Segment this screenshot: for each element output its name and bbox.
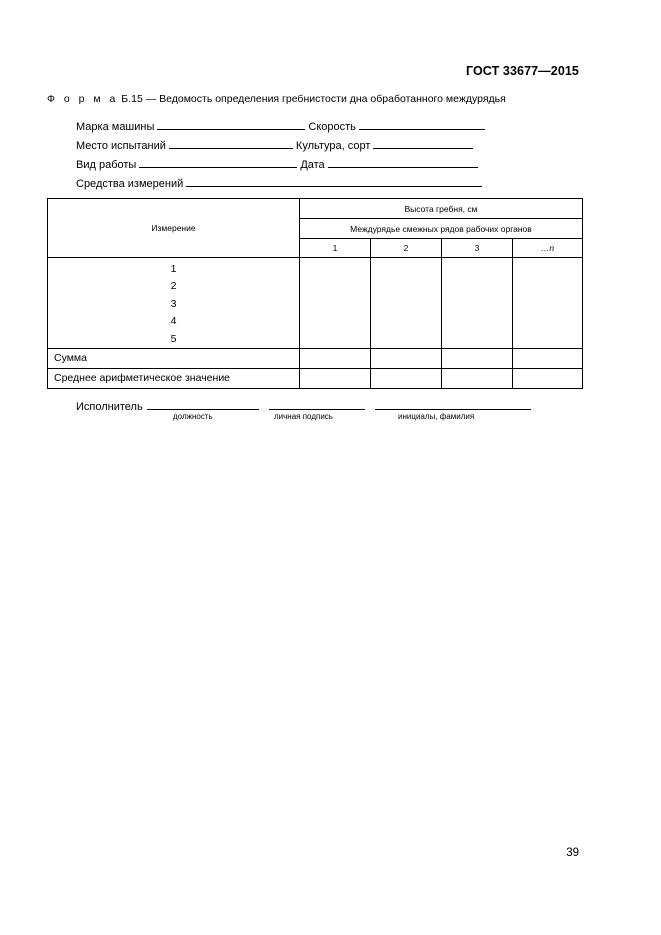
signature-caption: личная подпись [274, 412, 333, 421]
document-code: ГОСТ 33677—2015 [465, 64, 579, 78]
field-line-test-place[interactable] [169, 137, 293, 149]
field-row-work [76, 156, 481, 171]
name-caption: инициалы, фамилия [398, 412, 475, 421]
column-header-3: 3 [442, 239, 513, 258]
mean-cell[interactable] [513, 368, 583, 388]
mean-label: Среднее арифметическое значение [48, 368, 300, 388]
measurement-row-1: 1 [170, 263, 177, 275]
field-label-crop-variety: Культура, сорт [295, 140, 371, 152]
field-row-place [76, 137, 476, 152]
field-label-machine-brand: Марка машины [76, 121, 155, 133]
measurement-header: Измерение [48, 199, 300, 258]
field-line-instruments[interactable] [186, 175, 482, 187]
ridge-height-header: Высота гребня, см [300, 199, 583, 219]
column-header-1: 1 [300, 239, 371, 258]
field-label-speed: Скорость [308, 121, 356, 133]
field-label-instruments: Средства измерений [76, 178, 184, 190]
column-header-2: 2 [371, 239, 442, 258]
form-prefix: Ф о р м а [47, 93, 119, 105]
mean-cell[interactable] [371, 368, 442, 388]
form-title-text: Б.15 — Ведомость определения гребнистости дна обработанного междурядья [118, 93, 506, 105]
executor-label: Исполнитель [76, 401, 143, 413]
mean-cell[interactable] [300, 368, 371, 388]
field-line-date[interactable] [328, 156, 478, 168]
field-line-speed[interactable] [359, 118, 485, 130]
form-title [47, 93, 506, 105]
signature-row [76, 398, 535, 413]
data-cell[interactable] [300, 258, 371, 349]
field-row-instruments [76, 175, 485, 190]
page-number: 39 [566, 847, 579, 859]
interrow-header: Междурядье смежных рядов рабочих органов [300, 219, 583, 239]
signature-line[interactable] [269, 398, 365, 410]
measurement-row-3: 3 [170, 297, 177, 310]
sum-cell[interactable] [513, 348, 583, 368]
position-line[interactable] [147, 398, 259, 410]
name-line[interactable] [375, 398, 531, 410]
data-cell[interactable] [371, 258, 442, 349]
measurement-row-2: 2 [170, 280, 177, 293]
measurement-rows-cell [48, 258, 300, 349]
data-cell[interactable] [442, 258, 513, 349]
position-caption: должность [173, 412, 213, 421]
column-header-n: …n [513, 239, 583, 258]
field-row-machine [76, 118, 488, 133]
sum-cell[interactable] [300, 348, 371, 368]
sum-label: Сумма [48, 348, 300, 368]
data-cell[interactable] [513, 258, 583, 349]
sum-cell[interactable] [371, 348, 442, 368]
field-label-test-place: Место испытаний [76, 140, 166, 152]
mean-cell[interactable] [442, 368, 513, 388]
measurement-row-5: 5 [170, 332, 177, 345]
measurement-table [47, 198, 583, 389]
field-line-crop-variety[interactable] [373, 137, 473, 149]
field-line-work-type[interactable] [139, 156, 297, 168]
sum-cell[interactable] [442, 348, 513, 368]
field-line-machine-brand[interactable] [157, 118, 305, 130]
field-label-work-type: Вид работы [76, 159, 137, 171]
field-label-date: Дата [300, 159, 325, 171]
measurement-row-4: 4 [170, 315, 177, 328]
